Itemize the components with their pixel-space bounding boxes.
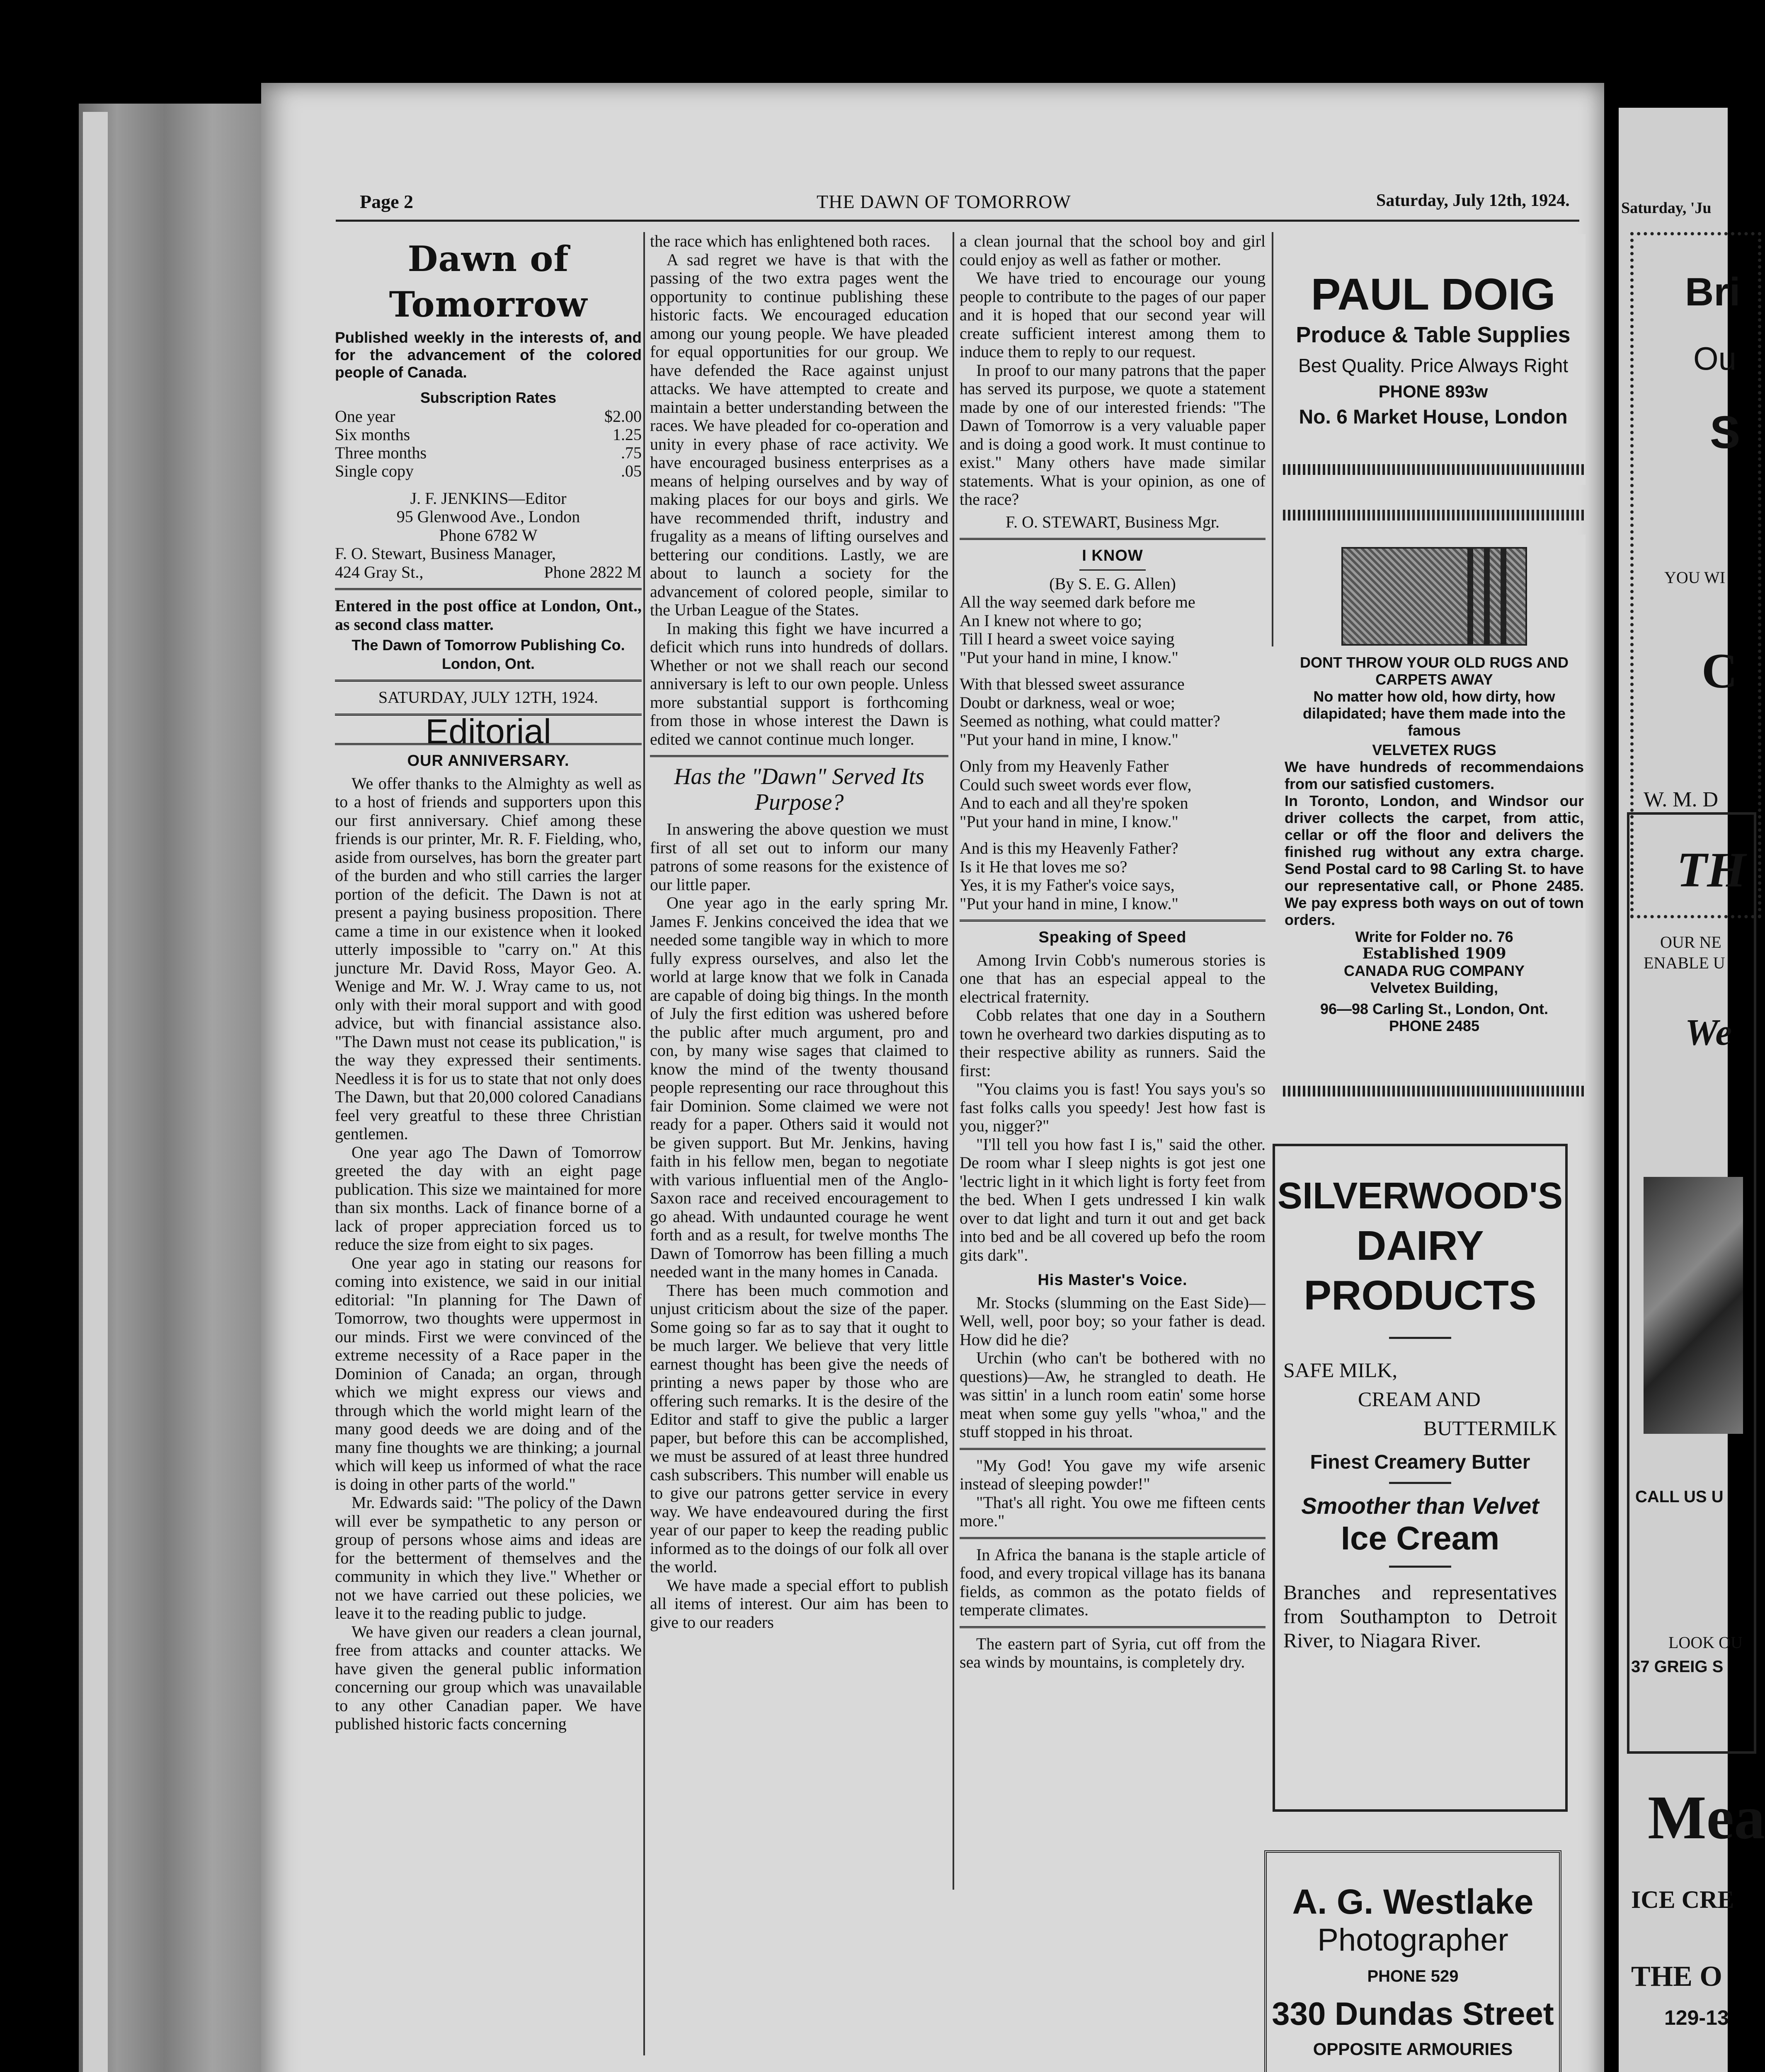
column-rule xyxy=(643,232,645,2055)
rate-price: $2.00 xyxy=(604,407,642,426)
ad-company-name: CANADA RUG COMPANY xyxy=(1344,962,1525,979)
short-rule xyxy=(1389,1482,1451,1484)
ad-business-name: PAUL DOIG xyxy=(1311,269,1556,319)
poem-title: I KNOW xyxy=(1082,547,1143,564)
westlake-ad xyxy=(1264,1850,1561,2072)
ad-heading: DAIRY xyxy=(1356,1222,1484,1269)
ad-text: Branches and representatives from Southampton to Detroit River, to Niagara River. xyxy=(1283,1581,1557,1652)
ad-location: OPPOSITE ARMOURIES xyxy=(1313,2039,1513,2059)
article-paragraph: Urchin (who can't be bothered with no questions)—Aw, he strangled to death. He was sittin' in a lunch room eatin' some horse meat when some guy yells "whoa," and the stuff stopped in his throat. xyxy=(960,1348,1266,1441)
signature: F. O. STEWART, Business Mgr. xyxy=(1006,512,1219,531)
ad-address: No. 6 Market House, London xyxy=(1299,406,1568,428)
right-page-text: ICE CRE xyxy=(1631,1886,1734,1913)
rate-term: Six months xyxy=(335,425,410,444)
ad-slogan: Best Quality. Price Always Right xyxy=(1298,355,1569,376)
right-page-text: Bri xyxy=(1685,270,1741,314)
speed-title: Speaking of Speed xyxy=(1038,929,1187,946)
rate-row xyxy=(335,407,642,426)
right-page-text: 37 GREIG S xyxy=(1631,1658,1724,1676)
column-rule xyxy=(953,232,954,1890)
rug-stripe xyxy=(1501,549,1506,644)
rug-stripe xyxy=(1467,549,1473,644)
rug-illustration xyxy=(1341,547,1527,646)
ad-phone: PHONE 529 xyxy=(1367,1967,1459,1985)
poem-line: Doubt or darkness, weal or woe; xyxy=(960,693,1175,712)
rate-term: One year xyxy=(335,407,395,426)
divider xyxy=(960,1626,1266,1628)
rate-term: Single copy xyxy=(335,461,414,480)
ad-text: No matter how old, how dirty, how dilapidated; have them made into the famous xyxy=(1302,688,1566,739)
article-paragraph: Mr. Stocks (slumming on the East Side)—Well, well, poor boy; so your father is dead. How did he die? xyxy=(960,1293,1266,1349)
article-paragraph: Cobb relates that one day in a Southern town he overheard two darkies disputing as to their respective ability as runners. Said the first: xyxy=(960,1006,1266,1080)
poem-line: Yes, it is my Father's voice says, xyxy=(960,876,1175,894)
ad-tagline: Produce & Table Supplies xyxy=(1296,322,1571,347)
rate-row xyxy=(335,444,642,462)
right-page-text: THE O xyxy=(1631,1961,1722,1992)
divider xyxy=(960,920,1266,922)
rate-price: 1.25 xyxy=(613,425,642,444)
manager-address: 424 Gray St., xyxy=(335,562,424,581)
article-paragraph: In Africa the banana is the staple article of food, and every tropical village has its banana fields, as common as the potato fields of temperate climates. xyxy=(960,1545,1266,1619)
ad-business-name: A. G. Westlake xyxy=(1292,1882,1534,1921)
poem-line: "Put your hand in mine, I know." xyxy=(960,730,1178,749)
right-facing-page xyxy=(1619,108,1765,2072)
article-paragraph: a clean journal that the school boy and girl could enjoy as well as father or mother. xyxy=(960,232,1266,269)
article-paragraph: One year ago in stating our reasons for coming into existence, we said in our initial editorial: "In planning for The Dawn of Tomorrow, two thoughts were uppermost in our minds. First we were convinced of the extreme necessity of a Race paper in the Dominion of Canada; an organ, through which we might express our views and through which the world might learn of the many good deeds we are doing and of the many fine thoughts we are thinking; a journal which will keep us informed of what the race is doing in other parts of the world." xyxy=(335,1253,642,1493)
right-page-text: OUR NE xyxy=(1660,933,1721,951)
poem-line: Seemed as nothing, what could matter? xyxy=(960,712,1220,730)
masthead-title: Dawn of Tomorrow xyxy=(389,238,588,325)
poem-line: With that blessed sweet assurance xyxy=(960,675,1185,693)
article-paragraph: One year ago The Dawn of Tomorrow greeted the day with an eight page publication. This size we maintained for more than six months. Lack of finance borne of a lack of proper appreciation forced us to reduce the size from eight to six pages. xyxy=(335,1143,642,1254)
column-rule xyxy=(1272,232,1273,646)
publisher-name: The Dawn of Tomorrow Publishing Co. xyxy=(352,637,625,654)
manager-line xyxy=(335,563,642,582)
poem-line: Only from my Heavenly Father xyxy=(960,757,1169,775)
article-paragraph: In proof to our many patrons that the paper has served its purpose, we quote a statement made by one of our interested friends: "The Dawn of Tomorrow is a very valuable paper and is doing a good work. It must continue to exist." Many others have made similar statements. What is your opinion, as one of the race? xyxy=(960,361,1266,508)
article-paragraph: We have given our readers a clean journal, free from attacks and counter attacks. We have given the general public information concerning our group which was unavailable to any other Canadian paper. We have published historic facts concerning xyxy=(335,1622,642,1733)
right-page-text: We xyxy=(1685,1012,1732,1053)
header-rule xyxy=(336,220,1579,222)
ad-slogan: Smoother than Velvet xyxy=(1301,1493,1539,1519)
ad-product: Ice Cream xyxy=(1341,1520,1500,1556)
right-page-header: Saturday, 'Ju xyxy=(1621,199,1712,217)
silverwoods-ad xyxy=(1273,1144,1568,1812)
right-page-text: S xyxy=(1710,407,1741,458)
ad-business-name: SILVERWOOD'S xyxy=(1277,1175,1563,1217)
editor-phone: Phone 6782 W xyxy=(439,525,538,545)
article-paragraph: We offer thanks to the Almighty as well as to a host of friends and supporters upon this our first anniversary. Chief among these friends is our printer, Mr. R. F. Fielding, who, aside from ourselves, has born the greater part of the burden and who still carries the larger portion of the deficit. The Dawn is not at present a paying business proposition. There came a time in our existence when it looked utterly impossible to "carry on." At this juncture Mr. David Ross, Mayor Geo. A. Wenige and Mr. W. J. Wray came to us, not only with their moral support and with good advice, but with financial assistance also. "The Dawn must not cease its publication," is the way they expressed their sentiments. Needless it is for us to state that not only does The Dawn, but that 20,000 colored Canadians feel very greatful to these three Christian gentlemen. xyxy=(335,774,642,1143)
ad-text: In Toronto, London, and Windsor our driver collects the carpet, from attic, cellar or off the floor and delivers the finished rug without any extra charge. Send Postal card to 98 Carling St. to have our representative call, or Phone 2485. We pay express both ways on out of town orders. xyxy=(1285,792,1584,928)
ad-product: CREAM AND xyxy=(1358,1387,1481,1411)
decorative-rule xyxy=(1283,464,1586,475)
ad-text: We have hundreds of recommendaions from our satisfied customers. xyxy=(1285,758,1584,792)
divider xyxy=(960,538,1266,540)
editor-name: J. F. JENKINS—Editor xyxy=(410,489,567,508)
right-page-text: C xyxy=(1702,643,1738,698)
article-paragraph: "I'll tell you how fast I is," said the other. De room whar I sleep nights is got jest one 'lectric light in it which light is forty feet from the bed. When I gets undressed I kin walk over to dat light and turn it out and get back into bed and be all covered up befo the room gits dark". xyxy=(960,1135,1266,1264)
paul-doig-ad xyxy=(1281,234,1586,485)
article-paragraph: Among Irvin Cobb's numerous stories is one that has an especial appeal to the electrical fraternity. xyxy=(960,950,1266,1006)
article-paragraph: "You claims you is fast! You says you's so fast folks calls you speedy! Jest how fast is you, nigger?" xyxy=(960,1080,1266,1135)
subscription-rates xyxy=(335,407,642,480)
article-paragraph: A sad regret we have is that with the passing of the two extra pages went the opportunity to continue publishing these historic facts. We encouraged education among our young people. We have pleaded for equal opportunities for our group. We have defended the Race against unjust attacks. We have attempted to create and maintain a better understanding between the races. We have pleaded for co-operation and unity in every phase of race activity. We have encouraged business enterprises as a means of helping ourselves and by way of making places for our boys and girls. We have recommended thrift, industry and frugality as a means of lifting ourselves and bettering our conditions. Lastly, we are about to launch a society for the advancement of colored people, similar to the Urban League of the States. xyxy=(650,250,948,619)
article-paragraph: We have made a special effort to publish all items of interest. Our aim has been to give to our readers xyxy=(650,1576,948,1631)
rate-term: Three months xyxy=(335,443,427,462)
poem-stanza xyxy=(960,757,1266,831)
right-page-text: 129-13 xyxy=(1664,2006,1729,2029)
ad-heading: PRODUCTS xyxy=(1304,1272,1537,1319)
article-paragraph: "That's all right. You owe me fifteen cents more." xyxy=(960,1493,1266,1530)
served-purpose-title: Has the "Dawn" Served Its Purpose? xyxy=(674,764,924,815)
editorial-heading: Editorial xyxy=(425,712,551,751)
article-paragraph: The eastern part of Syria, cut off from the sea winds by mountains, is completely dry. xyxy=(960,1634,1266,1671)
rate-price: .05 xyxy=(621,461,642,480)
divider xyxy=(650,755,948,757)
article-paragraph: We have tried to encourage our young people to contribute to the pages of our paper and it is hoped that our second year will create sufficient interest among them to induce them to reply to our request. xyxy=(960,269,1266,361)
divider xyxy=(335,680,642,682)
ad-phone: PHONE 2485 xyxy=(1389,1017,1480,1034)
anniversary-title: OUR ANNIVERSARY. xyxy=(407,752,570,770)
right-page-text: TH xyxy=(1677,842,1746,897)
rate-price: .75 xyxy=(621,443,642,462)
short-rule xyxy=(1389,1337,1451,1339)
article-paragraph: In answering the above question we must first of all set out to inform our many patrons of some reasons for the existence of our little paper. xyxy=(650,820,948,894)
rate-row xyxy=(335,462,642,480)
editor-address: 95 Glenwood Ave., London xyxy=(396,507,580,526)
poem-line: "Put your hand in mine, I know." xyxy=(960,894,1178,913)
right-page-text: ENABLE U xyxy=(1644,954,1725,972)
right-page-text: LOOK OU xyxy=(1668,1633,1743,1652)
right-page-text: CALL US U xyxy=(1635,1488,1724,1506)
manager-name: F. O. Stewart, Business Manager, xyxy=(335,544,556,563)
manager-phone: Phone 2822 M xyxy=(544,562,642,581)
rug-stripe xyxy=(1484,549,1490,644)
poem-line: An I knew not where to go; xyxy=(960,611,1142,630)
ad-phone: PHONE 893w xyxy=(1378,382,1488,401)
page-number: Page 2 xyxy=(360,191,414,212)
ad-product: Finest Creamery Butter xyxy=(1310,1451,1530,1473)
header-date: Saturday, July 12th, 1924. xyxy=(1376,191,1570,210)
poem-stanza xyxy=(960,593,1266,667)
entry-notice: Entered in the post office at London, Ont., as second class matter. xyxy=(335,596,642,634)
ad-title: Photographer xyxy=(1317,1922,1508,1958)
poem-line: And is this my Heavenly Father? xyxy=(960,839,1178,857)
poem-stanza xyxy=(960,839,1266,913)
poem-line: "Put your hand in mine, I know." xyxy=(960,812,1178,831)
ad-established: Established 1909 xyxy=(1362,945,1506,962)
ad-product: BUTTERMILK xyxy=(1423,1416,1557,1440)
article-paragraph: There has been much commotion and unjust criticism about the size of the paper. Some going so far as to say that it ought to be much larger. We believe that very little earnest thought has been give the needs of printing a news paper by those who are offering such remarks. It is the desire of the Editor and staff to give the public a larger paper, but before this can be accomplished, we must be assured of at least three hundred cash subscribers. This number will enable us to give our patrons getter service in every way. We have endeavoured during the first year of our paper to keep the reading public informed as to the doings of our folk all over the world. xyxy=(650,1280,948,1576)
column-2 xyxy=(650,232,948,1631)
rate-row xyxy=(335,426,642,444)
ad-address: 330 Dundas Street xyxy=(1272,1995,1554,2032)
poem-line: "Put your hand in mine, I know." xyxy=(960,648,1178,667)
poem-author: (By S. E. G. Allen) xyxy=(1049,574,1176,593)
master-title: His Master's Voice. xyxy=(1038,1271,1188,1289)
masthead-description: Published weekly in the interests of, and for the advancement of the colored people of Canada. xyxy=(335,329,642,381)
ad-product: SAFE MILK, xyxy=(1283,1358,1398,1382)
column-1 xyxy=(335,232,642,1733)
divider xyxy=(960,1537,1266,1539)
canada-rug-ad xyxy=(1283,535,1586,1082)
short-rule xyxy=(1389,1566,1451,1568)
right-page-text: Ou xyxy=(1693,340,1737,377)
article-paragraph: the race which has enlightened both races. xyxy=(650,232,931,250)
divider xyxy=(960,1448,1266,1450)
publisher-city: London, Ont. xyxy=(442,655,535,672)
short-rule xyxy=(1079,569,1146,571)
right-page-text: YOU WI xyxy=(1664,568,1726,587)
divider xyxy=(335,588,642,590)
ad-headline: DONT THROW YOUR OLD RUGS AND CARPETS AWAY xyxy=(1300,654,1569,688)
right-page-text: W. M. D xyxy=(1644,788,1719,811)
decorative-rule xyxy=(1283,1086,1586,1097)
paper-name-header: THE DAWN OF TOMORROW xyxy=(817,191,1071,212)
ad-text: Write for Folder no. 76 xyxy=(1355,928,1513,945)
article-paragraph: "My God! You gave my wife arsenic instead of sleeping powder!" xyxy=(960,1456,1266,1493)
right-page-text: Mea xyxy=(1648,1783,1765,1852)
ad-address: 96—98 Carling St., London, Ont. xyxy=(1320,1000,1549,1017)
poem-line: Till I heard a sweet voice saying xyxy=(960,629,1175,648)
ad-building: Velvetex Building, xyxy=(1370,979,1498,996)
article-paragraph: One year ago in the early spring Mr. James F. Jenkins conceived the idea that we needed some tangible way in which to more fully express ourselves, and also let the world at large know that we folk in Canada are capable of doing big things. In the month of July the first edition was ushered before the public after much argument, pro and con, by many wise sages that claimed to know the mind of the twenty thousand people representing our race throughout this fair Dominion. Some claimed we were not ready for a paper. Others said it would not be given support. But Mr. Jenkins, having faith in his fellow men, began to negotiate with various influential men of the Anglo-Saxon race and received encouragement to go ahead. With undaunted courage he went forth and as a result, for twelve months The Dawn of Tomorrow has been filling a much needed want in the many homes in Canada. xyxy=(650,893,948,1281)
dateline: SATURDAY, JULY 12TH, 1924. xyxy=(378,688,599,707)
article-paragraph: In making this fight we have incurred a deficit which runs into hundreds of dollars. Whether or not we shall reach our second anniversary is left to our own people. Unless more substantial support is forthcoming from those in whose interest the Dawn is edited we cannot continue much longer. xyxy=(650,619,948,748)
subscription-rates-title: Subscription Rates xyxy=(420,389,557,406)
poem-line: All the way seemed dark before me xyxy=(960,593,1195,611)
article-paragraph: Mr. Edwards said: "The policy of the Dawn will ever be sympathetic to any person or group of persons whose aims and ideas are for the betterment of themselves and the community in which they live." Whether or not we have carried out these policies, we leave it to the reading public to judge. xyxy=(335,1493,642,1622)
poem-line: Could such sweet words ever flow, xyxy=(960,775,1192,794)
poem-line: Is it He that loves me so? xyxy=(960,857,1127,876)
portrait-photo xyxy=(1644,1177,1743,1434)
ad-product-name: VELVETEX RUGS xyxy=(1372,741,1496,758)
poem-line: And to each and all they're spoken xyxy=(960,794,1188,812)
poem-stanza xyxy=(960,675,1266,749)
column-3 xyxy=(960,232,1266,1672)
binding-edge xyxy=(83,112,108,2072)
decorative-rule xyxy=(1283,510,1586,520)
